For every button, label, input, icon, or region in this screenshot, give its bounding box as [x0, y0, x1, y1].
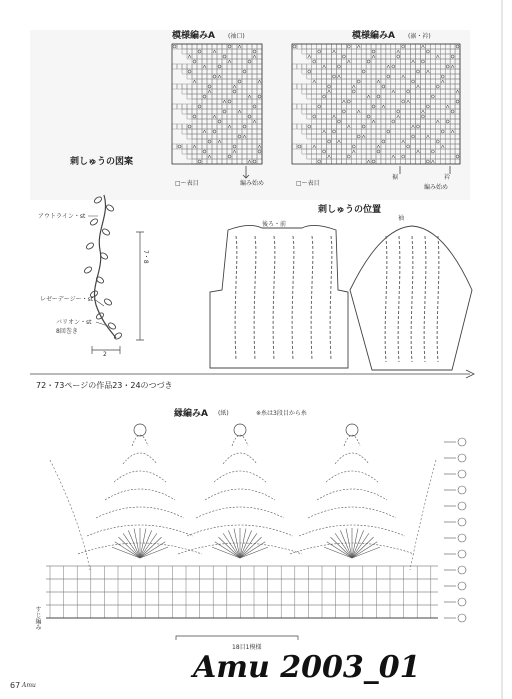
edging-subtitle: (紙) — [218, 410, 229, 417]
body-embroidery-line — [254, 236, 256, 360]
leaf-motif — [101, 228, 110, 237]
row-number-marker — [458, 566, 466, 574]
continuation-text: 72・73ページの作品23・24のつづき — [36, 381, 173, 390]
body-chart-subtitle: (裾・衿) — [408, 33, 431, 40]
leaf-motif — [95, 312, 104, 321]
row-number-marker — [458, 550, 466, 558]
lace-arc — [344, 435, 360, 446]
sleeve-embroidery-line — [411, 236, 413, 362]
lace-arc — [105, 489, 175, 500]
leaf-motif — [105, 204, 114, 213]
body-legend: □ー表目 — [296, 180, 320, 187]
row-number-marker — [458, 486, 466, 494]
placement-title: 刺しゅうの位置 — [318, 205, 382, 215]
body-chart-title: 模様編みA — [352, 31, 395, 41]
body-embroidery-line — [330, 236, 332, 360]
picot — [346, 424, 358, 436]
leaf-motif — [113, 332, 122, 341]
sleeve-embroidery-line — [437, 236, 439, 362]
picot — [234, 424, 246, 436]
lace-arc — [232, 435, 248, 446]
lace-arc — [205, 489, 275, 500]
sleeve-start-label: 編み始め — [240, 180, 265, 187]
width-dimension: 2 — [103, 351, 107, 358]
leaf-motif — [89, 218, 98, 227]
lace-arc — [196, 507, 284, 518]
watermark: Amu 2003_01 — [193, 650, 421, 685]
lace-arc — [214, 471, 266, 482]
embroidery-title: 刺しゅうの図案 — [70, 157, 134, 167]
sleeve-legend: □ー表目 — [175, 180, 199, 187]
lazy-daisy-label: レゼーデージー・st — [40, 296, 94, 303]
picot — [134, 424, 146, 436]
hem-mark: 裾 — [392, 174, 399, 181]
fan-spoke — [352, 537, 374, 558]
height-dimension: 7・8 — [142, 250, 149, 264]
row-number-marker — [458, 470, 466, 478]
pickup-label: すじ編み — [34, 606, 41, 630]
lace-arc — [96, 507, 184, 518]
row-number-marker — [458, 518, 466, 526]
body-embroidery-line — [311, 236, 313, 360]
back-front-label: 後ろ・前 — [262, 221, 287, 228]
lace-arc — [123, 453, 157, 464]
edging-note: ※糸は3段目から糸 — [256, 410, 307, 417]
leaf-motif — [83, 266, 92, 275]
brand-mark: Amu — [22, 682, 36, 689]
fan-spoke — [118, 537, 140, 558]
row-number-marker — [458, 502, 466, 510]
body-outline — [210, 225, 348, 368]
outline-stitch-label: アウトライン・st — [38, 213, 86, 220]
page-number: 67 — [10, 681, 21, 690]
row-number-marker — [458, 454, 466, 462]
sleeve-embroidery-line — [398, 236, 400, 362]
neck-mark: 衿 — [444, 174, 451, 181]
sleeve-embroidery-line — [424, 236, 426, 362]
bullion-label: バリオン・st — [56, 319, 92, 326]
lace-arc — [132, 435, 148, 446]
lace-arc — [335, 453, 369, 464]
lace-arc — [326, 471, 378, 482]
row-number-marker — [458, 534, 466, 542]
row-number-marker — [458, 582, 466, 590]
edging-title: 縁編みA — [174, 409, 208, 419]
height-dimension-line — [136, 232, 144, 340]
leaf-motif — [103, 298, 112, 307]
row-number-marker — [458, 614, 466, 622]
vine-stem — [94, 195, 116, 338]
fan-spoke — [240, 537, 262, 558]
repeat-bracket — [176, 636, 298, 640]
lace-arc — [317, 489, 387, 500]
sleeve-chart-subtitle: (袖口) — [228, 33, 245, 40]
leaf-motif — [85, 242, 94, 251]
leaf-motif — [95, 276, 104, 285]
sleeve-label: 袖 — [398, 215, 405, 222]
body-start-label: 編み始め — [424, 184, 449, 191]
body-embroidery-line — [273, 236, 275, 360]
lace-arc — [223, 453, 257, 464]
bullion-note: 8回巻き — [56, 328, 78, 335]
sleeve-chart-title: 模様編みA — [172, 31, 215, 41]
lace-arc — [114, 471, 166, 482]
lace-arc — [308, 507, 396, 518]
row-number-marker — [458, 438, 466, 446]
row-number-marker — [458, 598, 466, 606]
sleeve-embroidery-line — [385, 236, 387, 362]
repeat-label: 18目1模様 — [232, 644, 262, 651]
fan-spoke — [218, 537, 240, 558]
fan-spoke — [330, 537, 352, 558]
fan-spoke — [140, 537, 162, 558]
body-embroidery-line — [292, 236, 294, 360]
body-embroidery-line — [235, 236, 237, 360]
